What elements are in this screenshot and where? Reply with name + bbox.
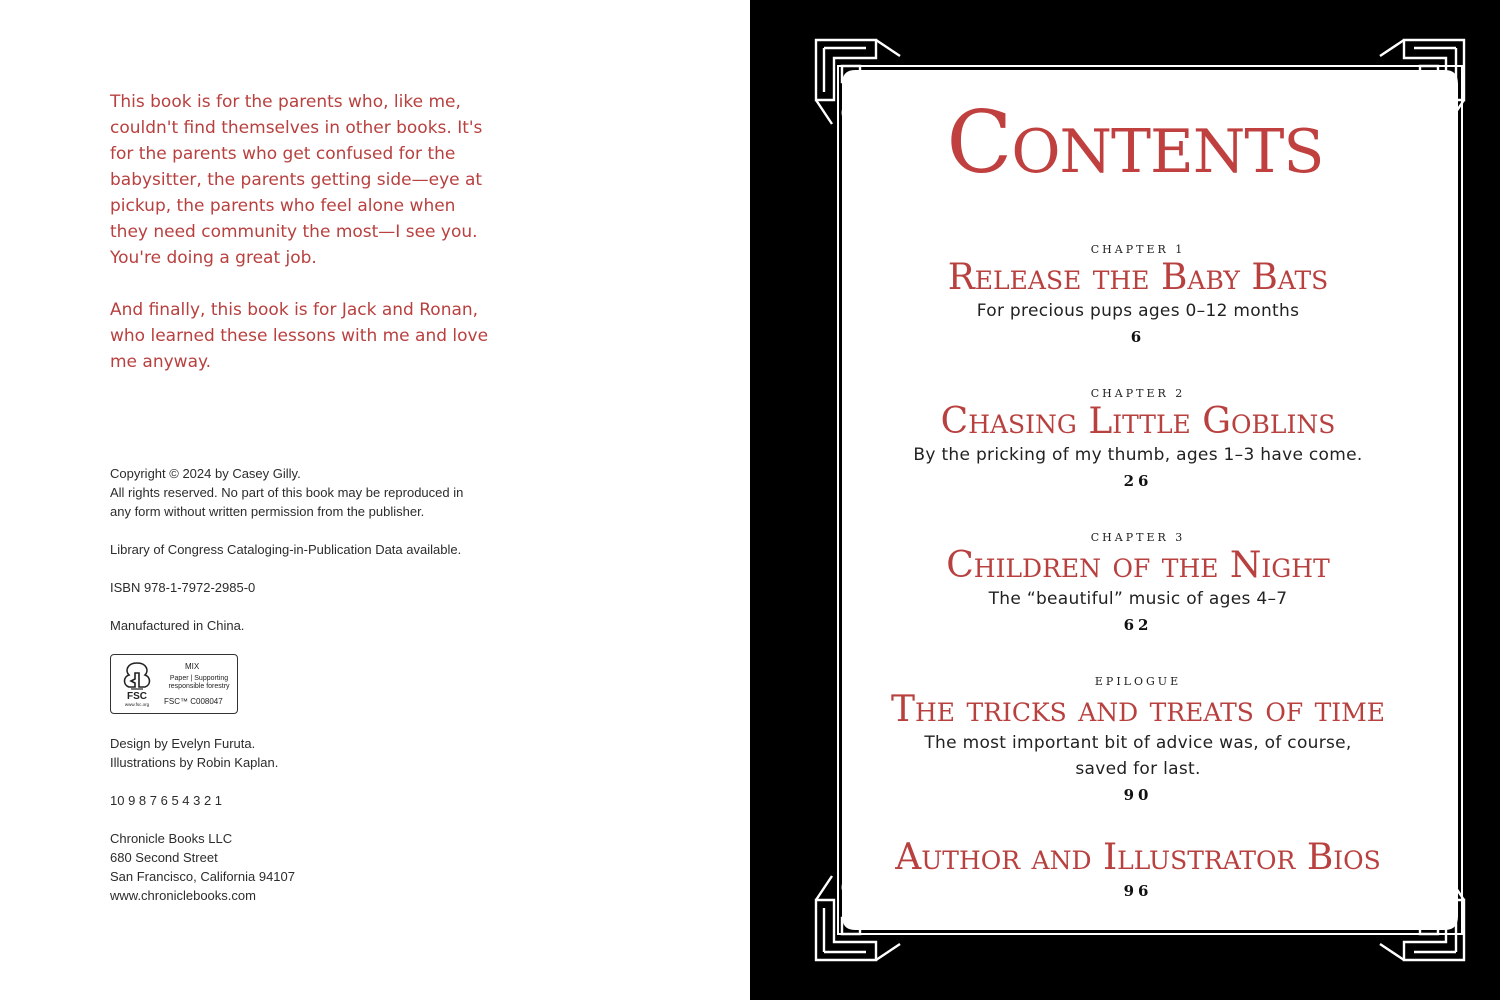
publisher-city: San Francisco, California 94107 [110, 869, 295, 884]
dedication-paragraph-2 [110, 297, 510, 375]
toc-entry-page-number: 62 [1123, 616, 1153, 634]
dedication-line: And finally, this book is for Jack and Ronan, [110, 300, 479, 320]
dedication-line: who learned these lessons with me and love [110, 326, 489, 346]
toc-entry-page-number: 26 [1123, 472, 1153, 490]
toc-entry-label: CHAPTER 1 [1090, 243, 1186, 256]
dedication-line: me anyway. [110, 352, 212, 372]
toc-entry-page-number: 6 [1130, 328, 1146, 346]
printing-numbers: 10 9 8 7 6 5 4 3 2 1 [110, 793, 223, 808]
copyright-notice [110, 464, 530, 521]
toc-entry-chapter-3[interactable] [750, 530, 1500, 638]
fsc-description: Paper | Supporting responsible forestry [168, 675, 230, 690]
contents-title: Contents [946, 93, 1324, 193]
design-credit: Design by Evelyn Furuta. [110, 736, 256, 751]
copyright-line: Copyright © 2024 by Casey Gilly. [110, 466, 301, 481]
toc-entry-label: CHAPTER 2 [1090, 387, 1186, 400]
publisher-website: www.chroniclebooks.com [110, 888, 256, 903]
printing-line [110, 791, 530, 810]
dedication-line: You're doing a great job. [110, 248, 317, 268]
toc-entry-label: CHAPTER 3 [1090, 531, 1186, 544]
dedication-line: couldn't find themselves in other books. It's [110, 118, 483, 138]
right-page-contents [750, 0, 1500, 1000]
toc-entry-page-number: 90 [1123, 786, 1153, 804]
toc-entry-description: For precious pups ages 0–12 months [976, 301, 1300, 321]
manufactured-notice [110, 616, 530, 635]
toc-entry-title: Chasing Little Goblins [940, 401, 1336, 442]
fsc-brand: FSC [127, 691, 147, 702]
copyright-line: any form without written permission from the publisher. [110, 504, 425, 519]
toc-entry-description: The “beautiful” music of ages 4–7 [988, 589, 1288, 609]
publisher-name: Chronicle Books LLC [110, 831, 233, 846]
toc-entry-title: Release the Baby Bats [947, 257, 1329, 298]
toc-entry-epilogue[interactable] [750, 674, 1500, 808]
fsc-tree-logo-icon [117, 659, 157, 709]
toc-entry-title: Author and Illustrator Bios [895, 837, 1381, 878]
publisher-street: 680 Second Street [110, 850, 218, 865]
fsc-label [110, 654, 238, 714]
illustration-credit: Illustrations by Robin Kaplan. [110, 755, 279, 770]
fsc-site: www.fsc.org [124, 702, 150, 707]
toc-entry-title: The tricks and treats of time [890, 689, 1386, 730]
cip-line: Library of Congress Cataloging-in-Publication Data available. [110, 542, 462, 557]
publisher-address [110, 829, 530, 905]
toc-entry-bios[interactable] [750, 838, 1500, 904]
copyright-line: All rights reserved. No part of this book may be reproduced in [110, 485, 464, 500]
fsc-mix: MIX [185, 662, 200, 671]
copyright-page-imprint [110, 464, 530, 924]
toc-entry-label: EPILOGUE [1094, 675, 1182, 688]
fsc-license-code: FSC™ C008047 [164, 697, 223, 706]
dedication-line: pickup, the parents who feel alone when [110, 196, 456, 216]
isbn-line: ISBN 978-1-7972-2985-0 [110, 580, 256, 595]
toc-entry-title: Children of the Night [946, 545, 1330, 586]
dedication-paragraph-1 [110, 89, 510, 271]
toc-entry-chapter-1[interactable] [750, 242, 1500, 350]
toc-entry-page-number: 96 [1123, 882, 1153, 900]
credits [110, 734, 530, 772]
dedication [110, 89, 510, 401]
toc-entry-description: saved for last. [1075, 759, 1201, 779]
toc-entry-description: By the pricking of my thumb, ages 1–3 have come. [913, 445, 1363, 465]
manufactured-line: Manufactured in China. [110, 618, 245, 633]
cip-notice [110, 540, 530, 559]
dedication-line: babysitter, the parents getting side—eye at [110, 170, 483, 190]
toc-entry-chapter-2[interactable] [750, 386, 1500, 494]
isbn [110, 578, 530, 597]
dedication-line: for the parents who get confused for the [110, 144, 456, 164]
dedication-line: This book is for the parents who, like me, [110, 92, 461, 112]
toc-entry-description: The most important bit of advice was, of course, [924, 733, 1352, 753]
dedication-line: they need community the most—I see you. [110, 222, 478, 242]
